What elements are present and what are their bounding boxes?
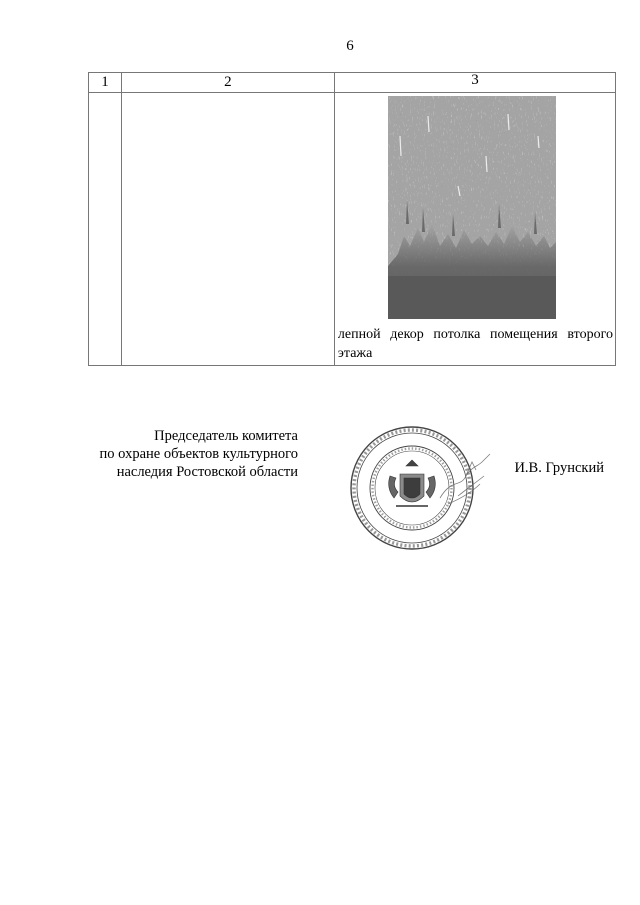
table-header-row xyxy=(89,73,616,93)
photo-container xyxy=(335,93,615,325)
position-line-2: по охране объектов культурного xyxy=(99,446,298,462)
object-table xyxy=(88,72,616,366)
photo-caption: лепной декор потолка помещения второго этажа xyxy=(337,327,613,361)
page-number: 6 xyxy=(346,38,354,54)
official-seal-icon xyxy=(340,418,500,558)
ceiling-stucco-photo-icon xyxy=(388,96,556,319)
header-col-3: 3 xyxy=(334,73,615,93)
signer-name: И.В. Грунский xyxy=(514,460,604,476)
position-line-1: Председатель комитета xyxy=(154,428,298,444)
signatory-position xyxy=(70,427,298,481)
position-line-3: наследия Ростовской области xyxy=(116,464,298,480)
row-photo-cell xyxy=(334,93,615,366)
header-col-2: 2 xyxy=(121,73,334,93)
coat-of-arms-icon xyxy=(389,460,436,506)
table-row xyxy=(89,93,616,366)
row-description-cell xyxy=(121,93,334,366)
row-number-cell xyxy=(89,93,122,366)
header-col-1: 1 xyxy=(89,73,122,93)
